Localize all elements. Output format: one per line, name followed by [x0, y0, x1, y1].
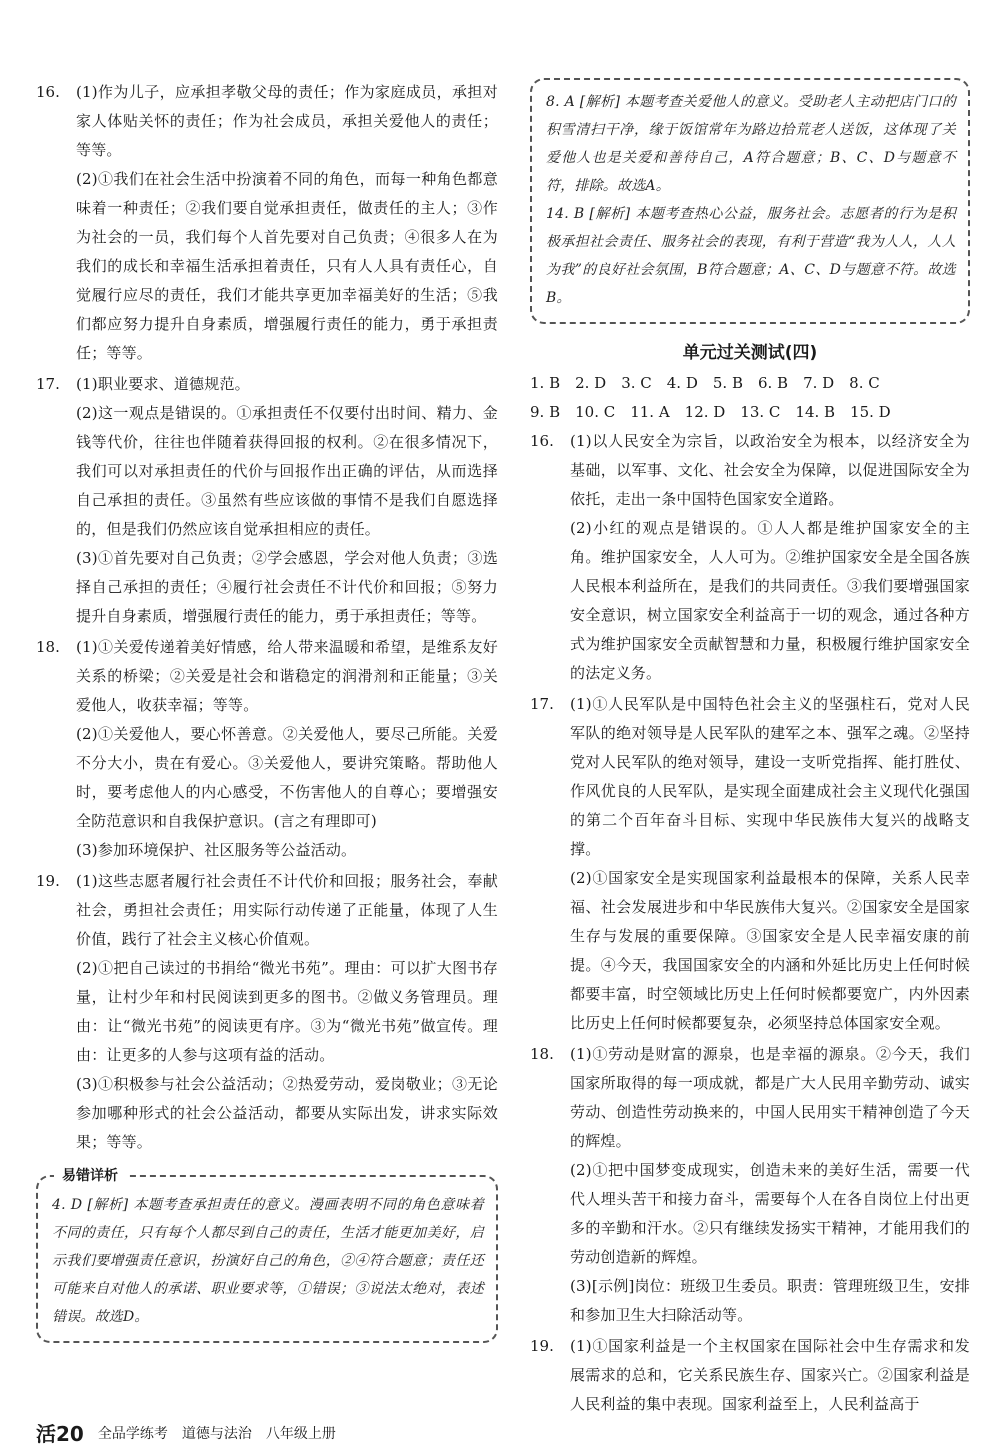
- analysis-box: [530, 78, 970, 324]
- question-16: [530, 427, 970, 688]
- answer-paragraph: (3)参加环境保护、社区服务等公益活动。: [76, 841, 357, 859]
- page-number: 活20: [36, 1422, 84, 1446]
- answer-paragraph: (1)①关爱传递着美好情感，给人带来温暖和希望，是维系友好关系的桥梁；②关爱是社会和谐稳定的润滑剂和正能量；③关爱他人，收获幸福；等等。: [76, 638, 498, 714]
- answer-paragraph: (3)①积极参与社会公益活动；②热爱劳动，爱岗敬业；③无论参加哪种形式的社会公益活动，都要从实际出发，讲求实际效果；等等。: [76, 1075, 498, 1151]
- left-column: [36, 78, 498, 1343]
- question-number: 17.: [36, 375, 60, 393]
- question-19: [530, 1332, 970, 1419]
- question-number: 16.: [36, 83, 60, 101]
- answer-paragraph: (1)①劳动是财富的源泉，也是幸福的源泉。②今天，我们国家所取得的每一项成就，都是广大人民用辛勤劳动、诚实劳动、创造性劳动换来的，中国人民用实干精神创造了今天的辉煌。: [570, 1045, 970, 1150]
- answer-paragraph: (2)小红的观点是错误的。①人人都是维护国家安全的主角。维护国家安全，人人可为。②维护国家安全是全国各族人民根本利益所在，是我们的共同责任。③我们要增强国家安全意识，树立国家安全利益高于一切的观念，通过各种方式为维护国家安全贡献智慧和力量，积极履行维护国家安全的法定义务。: [570, 519, 970, 682]
- question-16: [36, 78, 498, 368]
- question-19: [36, 867, 498, 1157]
- question-number: 18.: [530, 1045, 554, 1063]
- right-column: [530, 78, 970, 1421]
- answer-paragraph: (3)①首先要对自己负责；②学会感恩，学会对他人负责；③选择自己承担的责任；④履行社会责任不计代价和回报；⑤努力提升自身素质，增强履行责任的能力，勇于承担责任；等等。: [76, 549, 498, 625]
- question-number: 18.: [36, 638, 60, 656]
- question-18: [530, 1040, 970, 1330]
- answer-paragraph: (1)①人民军队是中国特色社会主义的坚强柱石，党对人民军队的绝对领导是人民军队的建军之本、强军之魂。②坚持党对人民军队的绝对领导，建设一支听党指挥、能打胜仗、作风优良的人民军队，是实现全面建成社会主义现代化强国的第二个百年奋斗目标、实现中华民族伟大复兴的战略支撑。: [570, 695, 970, 858]
- answer-paragraph: (1)以人民安全为宗旨，以政治安全为根本，以经济安全为基础，以军事、文化、社会安全为保障，以促进国际安全为依托，走出一条中国特色国家安全道路。: [570, 432, 970, 508]
- answer-paragraph: (2)①国家安全是实现国家利益最根本的保障，关系人民幸福、社会发展进步和中华民族伟大复兴。②国家安全是国家生存与发展的重要保障。③国家安全是人民幸福安康的前提。④今天，我国国家安全的内涵和外延比历史上任何时候都要丰富，时空领域比历史上任何时候都要宽广，内外因素比历史上任何时候都要复杂，必须坚持总体国家安全观。: [570, 869, 970, 1032]
- answer-row: 1. B 2. D 3. C 4. D 5. B 6. B 7. D 8. C: [530, 374, 880, 392]
- answer-paragraph: (1)这些志愿者履行社会责任不计代价和回报；服务社会，奉献社会，勇担社会责任；用实际行动传递了正能量，体现了人生价值，践行了社会主义核心价值观。: [76, 872, 498, 948]
- grade-name: 八年级上册: [265, 1425, 336, 1442]
- question-number: 19.: [36, 872, 60, 890]
- subject-name: 道德与法治: [181, 1425, 252, 1442]
- answer-paragraph: (2)①把自己读过的书捐给“微光书苑”。理由：可以扩大图书存量，让村少年和村民阅读到更多的图书。②做义务管理员。理由：让“微光书苑”的阅读更有序。③为“微光书苑”做宣传。理由：让更多的人参与这项有益的活动。: [76, 959, 498, 1064]
- question-18: [36, 633, 498, 865]
- series-name: 全品学练考: [97, 1425, 168, 1442]
- answer-row: 9. B 10. C 11. A 12. D 13. C 14. B 15. D: [530, 403, 891, 421]
- answer-paragraph: (1)职业要求、道德规范。: [76, 375, 250, 393]
- box-title: 易错详析: [54, 1165, 126, 1185]
- answer-paragraph: (2)①我们在社会生活中扮演着不同的角色，而每一种角色都意味着一种责任；②我们要自觉承担责任，做责任的主人；③作为社会的一员，我们每个人首先要对自己负责；④很多人在为我们的成长和幸福生活承担着责任，只有人人具有责任心，自觉履行应尽的责任，我们才能共享更加幸福美好的生活；⑤我们都应努力提升自身素质，增强履行责任的能力，勇于承担责任；等等。: [76, 170, 498, 362]
- question-number: 16.: [530, 432, 554, 450]
- answer-paragraph: (2)①把中国梦变成现实，创造未来的美好生活，需要一代代人埋头苦干和接力奋斗，需要每个人在各自岗位上付出更多的辛勤和汗水。②只有继续发扬实干精神，才能用我们的劳动创造新的辉煌。: [570, 1161, 970, 1266]
- answer-paragraph: (2)这一观点是错误的。①承担责任不仅要付出时间、精力、金钱等代价，往往也伴随着获得回报的权利。②在很多情况下，我们可以对承担责任的代价与回报作出正确的评估，从而选择自己承担的责任。③虽然有些应该做的事情不是我们自愿选择的，但是我们仍然应该自觉承担相应的责任。: [76, 404, 498, 538]
- answer-paragraph: (2)①关爱他人，要心怀善意。②关爱他人，要尽己所能。关爱不分大小，贵在有爱心。③关爱他人，要讲究策略。帮助他人时，要考虑他人的内心感受，不伤害他人的自尊心；要增强安全防范意识和自我保护意识。(言之有理即可): [76, 725, 498, 830]
- page-footer: [36, 1418, 336, 1447]
- question-number: 19.: [530, 1337, 554, 1355]
- section-title: 单元过关测试(四): [682, 343, 818, 363]
- question-17: [36, 370, 498, 631]
- analysis-paragraph: 14. B [解析] 本题考查热心公益，服务社会。志愿者的行为是积极承担社会责任、服务社会的表现，有利于营造“我为人人，人人为我”的良好社会氛围，B符合题意；A、C、D与题意不符。故选B。: [546, 206, 956, 306]
- question-number: 17.: [530, 695, 554, 713]
- answer-paragraph: (3)[示例]岗位：班级卫生委员。职责：管理班级卫生，安排和参加卫生大扫除活动等。: [570, 1277, 970, 1324]
- analysis-paragraph: 4. D [解析] 本题考查承担责任的意义。漫画表明不同的角色意味着不同的责任，只有每个人都尽到自己的责任，生活才能更加美好，启示我们要增强责任意识，扮演好自己的角色，②④符合题意；责任还可能来自对他人的承诺、职业要求等，①错误；③说法太绝对，表述错误。故选D。: [52, 1197, 484, 1325]
- answer-paragraph: (1)作为儿子，应承担孝敬父母的责任；作为家庭成员，承担对家人体贴关怀的责任；作为社会成员，承担关爱他人的责任；等等。: [76, 83, 498, 159]
- error-analysis-box: [36, 1168, 498, 1343]
- analysis-paragraph: 8. A [解析] 本题考查关爱他人的意义。受助老人主动把店门口的积雪清扫干净，缘于饭馆常年为路边拾荒老人送饭，这体现了关爱他人也是关爱和善待自己，A符合题意；B、C、D与题意不符，排除。故选A。: [546, 94, 956, 194]
- question-17: [530, 690, 970, 1038]
- answer-paragraph: (1)①国家利益是一个主权国家在国际社会中生存需求和发展需求的总和，它关系民族生存、国家兴亡。②国家利益是人民利益的集中表现。国家利益至上，人民利益高于: [570, 1337, 970, 1413]
- answer-key: [530, 369, 970, 427]
